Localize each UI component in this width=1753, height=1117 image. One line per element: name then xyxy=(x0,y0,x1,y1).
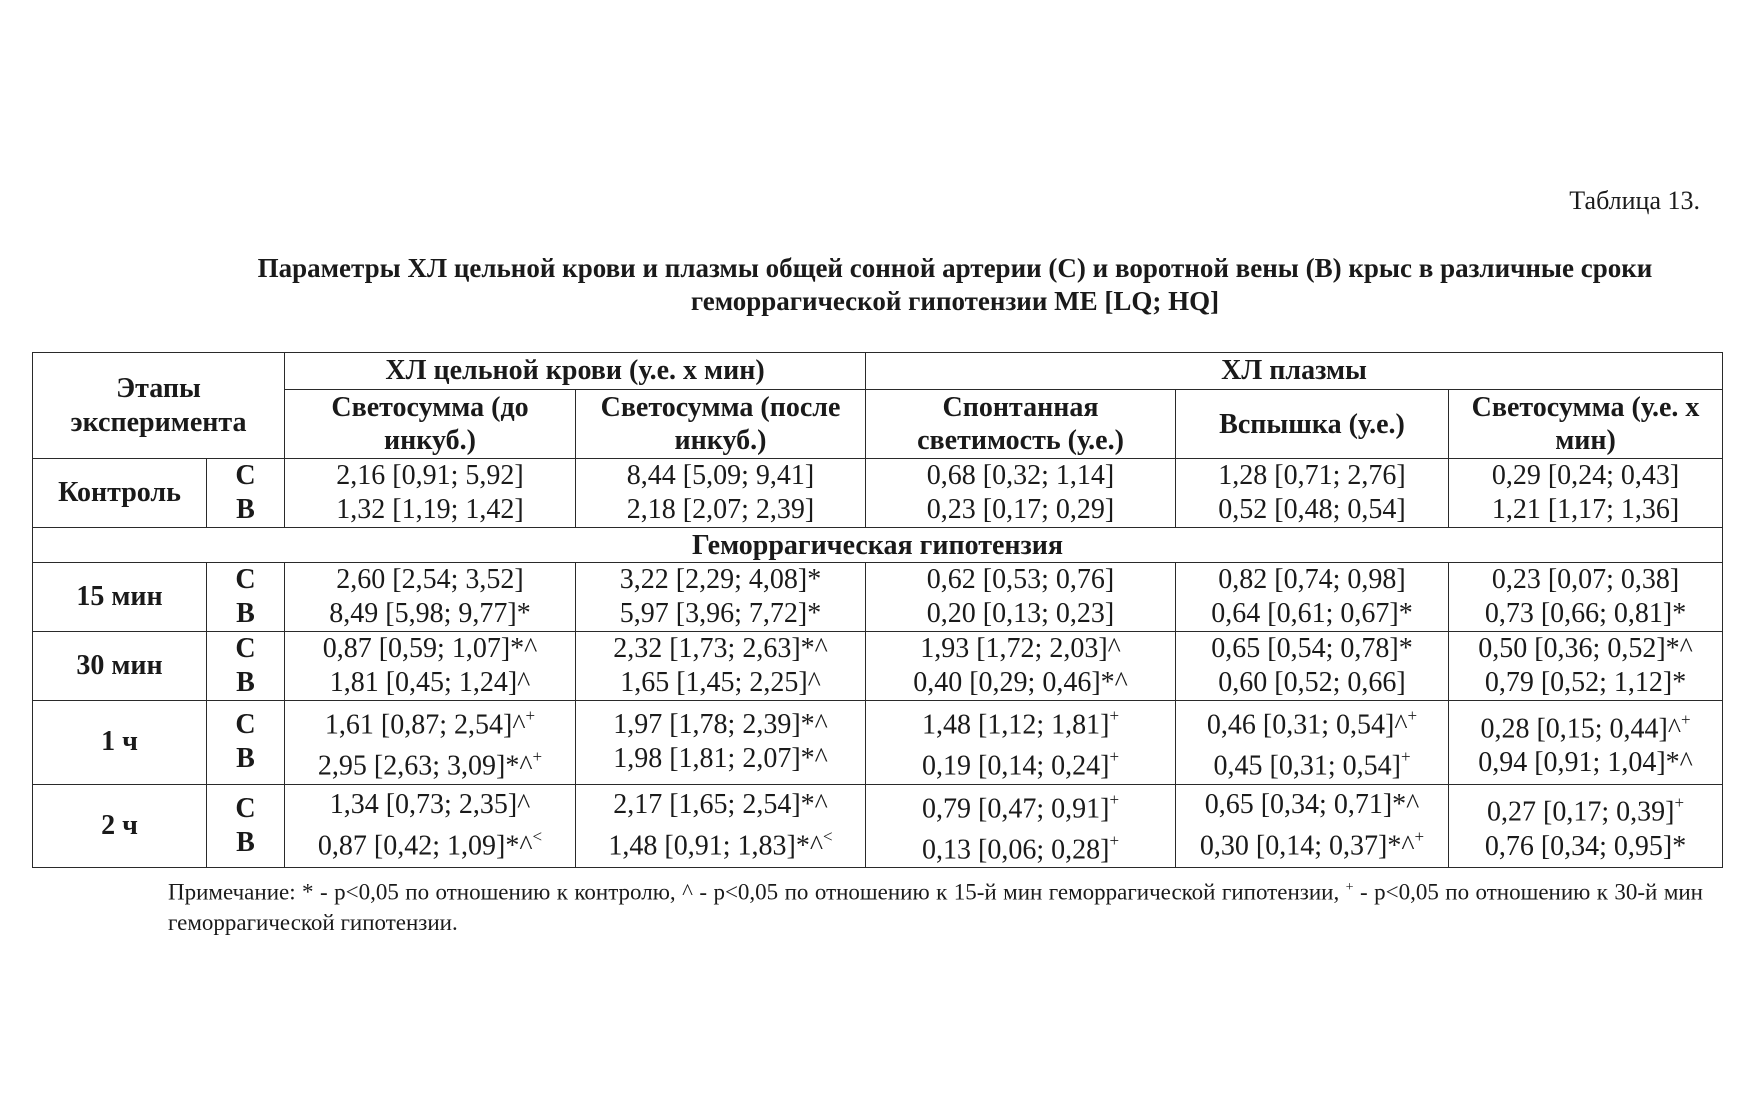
value-cell xyxy=(1176,563,1449,632)
vessel-letter: С xyxy=(235,633,256,664)
value-text: 0,68 [0,32; 1,14] xyxy=(926,460,1115,491)
header-column: Светосумма (у.е. х мин) xyxy=(1449,390,1723,459)
results-table xyxy=(32,352,1723,868)
value-text: 2,18 [2,07; 2,39] xyxy=(626,494,815,525)
artery-value xyxy=(1180,701,1444,742)
artery-value xyxy=(580,632,861,666)
value-text: 0,20 [0,13; 0,23] xyxy=(926,598,1115,629)
header-group-plasma: ХЛ плазмы xyxy=(866,353,1723,390)
value-cell xyxy=(576,784,866,868)
significance-marker: + xyxy=(1414,827,1425,847)
artery-value xyxy=(289,459,571,493)
value-text: 2,16 [0,91; 5,92] xyxy=(336,460,524,491)
vessel-letter: С xyxy=(235,792,256,824)
artery-value xyxy=(289,563,571,597)
value-text: 1,32 [1,19; 1,42] xyxy=(336,494,524,525)
artery-value xyxy=(289,632,571,666)
value-text: 0,52 [0,48; 0,54] xyxy=(1218,494,1406,525)
value-cell xyxy=(1449,784,1723,868)
value-cell xyxy=(866,459,1176,528)
artery-value xyxy=(580,788,861,822)
value-cell xyxy=(1176,784,1449,868)
significance-marker: + xyxy=(1400,747,1411,767)
vein-value xyxy=(580,742,861,776)
value-cell xyxy=(1449,459,1723,528)
value-cell xyxy=(576,459,866,528)
value-text: 0,29 [0,24; 0,43] xyxy=(1491,460,1680,491)
significance-marker: + xyxy=(532,747,543,767)
vein-value xyxy=(1453,746,1718,780)
artery-value xyxy=(580,459,861,493)
value-text: 0,30 [0,14; 0,37]*^ xyxy=(1199,830,1415,862)
value-cell xyxy=(1176,459,1449,528)
vein-value xyxy=(1453,830,1718,864)
significance-marker: + xyxy=(1109,789,1120,809)
value-text: 0,79 [0,47; 0,91] xyxy=(922,792,1110,824)
artery-value xyxy=(1453,632,1718,666)
vein-value xyxy=(1180,742,1444,783)
header-column: Спонтанная светимость (у.е.) xyxy=(866,390,1176,459)
value-cell xyxy=(866,632,1176,701)
artery-value xyxy=(870,632,1171,666)
vein-value xyxy=(1180,597,1444,631)
vein-value xyxy=(870,666,1171,700)
value-cell xyxy=(866,563,1176,632)
header-stages: Этапы эксперимента xyxy=(33,353,285,459)
value-text: 0,87 [0,59; 1,07]*^ xyxy=(322,633,538,664)
value-cell xyxy=(1449,563,1723,632)
value-text: 0,40 [0,29; 0,46]*^ xyxy=(913,667,1128,698)
value-text: 3,22 [2,29; 4,08]* xyxy=(619,564,822,595)
artery-value xyxy=(870,563,1171,597)
value-text: 8,44 [5,09; 9,41] xyxy=(626,460,815,491)
vein-value xyxy=(1180,822,1444,863)
value-text: 0,13 [0,06; 0,28] xyxy=(922,834,1110,866)
value-text: 1,28 [0,71; 2,76] xyxy=(1218,460,1406,491)
value-text: 0,23 [0,07; 0,38] xyxy=(1491,564,1680,595)
artery-value xyxy=(1453,705,1718,746)
vessel-letter: С xyxy=(235,709,256,741)
stage-cell: 2 ч xyxy=(33,784,207,868)
vessel-letter: С xyxy=(235,460,256,491)
significance-marker: + xyxy=(1407,706,1418,725)
vein-value xyxy=(1453,597,1718,631)
significance-marker: < xyxy=(823,827,833,847)
value-text: 0,94 [0,91; 1,04]*^ xyxy=(1478,746,1693,778)
value-text: 0,45 [0,31; 0,54] xyxy=(1213,750,1401,782)
significance-marker: + xyxy=(1681,709,1691,729)
value-text: 0,27 [0,17; 0,39] xyxy=(1487,796,1675,828)
artery-value xyxy=(1180,632,1444,666)
vessel-letter-cell xyxy=(207,632,285,701)
footnote-text: Примечание: * - р<0,05 по отношению к контролю, ^ - р<0,05 по отношению к 15-й мин геморрагической гипотензии, xyxy=(168,879,1346,905)
stage-cell: 15 мин xyxy=(33,563,207,632)
value-text: 1,98 [1,81; 2,07]*^ xyxy=(613,743,828,775)
value-cell xyxy=(1449,632,1723,701)
value-text: 5,97 [3,96; 7,72]* xyxy=(619,598,822,629)
value-text: 1,48 [0,91; 1,83]*^ xyxy=(608,830,823,862)
artery-value xyxy=(1180,788,1444,822)
value-text: 0,65 [0,54; 0,78]* xyxy=(1211,633,1413,664)
value-cell xyxy=(576,701,866,785)
value-cell xyxy=(1176,632,1449,701)
vein-value xyxy=(580,597,861,631)
artery-value xyxy=(1453,788,1718,829)
value-text: 1,93 [1,72; 2,03]^ xyxy=(920,633,1121,664)
value-cell xyxy=(285,459,576,528)
artery-value xyxy=(1180,563,1444,597)
stage-cell: Контроль xyxy=(33,459,207,528)
table-row xyxy=(33,784,1723,868)
significance-marker: + xyxy=(1109,706,1120,725)
value-text: 2,60 [2,54; 3,52] xyxy=(336,564,524,595)
value-text: 0,82 [0,74; 0,98] xyxy=(1218,564,1406,595)
vessel-letter: В xyxy=(236,598,255,629)
value-text: 0,19 [0,14; 0,24] xyxy=(922,750,1110,782)
artery-value xyxy=(1180,459,1444,493)
value-text: 0,64 [0,61; 0,67]* xyxy=(1211,598,1413,629)
significance-marker: + xyxy=(1109,830,1120,850)
table-number-label: Таблица 13. xyxy=(1569,186,1700,215)
value-cell xyxy=(1449,701,1723,785)
vessel-letter: В xyxy=(236,743,255,775)
artery-value xyxy=(870,459,1171,493)
value-text: 0,46 [0,31; 0,54]^ xyxy=(1206,709,1408,741)
significance-marker: < xyxy=(532,827,543,847)
stage-cell: 1 ч xyxy=(33,701,207,785)
vein-value xyxy=(580,822,861,863)
header-column: Светосумма (после инкуб.) xyxy=(576,390,866,459)
value-cell xyxy=(576,632,866,701)
value-text: 0,23 [0,17; 0,29] xyxy=(926,494,1115,525)
table-row xyxy=(33,459,1723,528)
significance-marker: + xyxy=(1109,747,1120,767)
vein-value xyxy=(870,742,1171,783)
vein-value xyxy=(289,493,571,527)
artery-value xyxy=(870,785,1171,826)
value-text: 1,34 [0,73; 2,35]^ xyxy=(329,789,531,821)
artery-value xyxy=(870,701,1171,742)
value-text: 2,95 [2,63; 3,09]*^ xyxy=(317,750,533,782)
vessel-letter-cell xyxy=(207,701,285,785)
vein-value xyxy=(870,826,1171,867)
footnote-text-end: - р<0,05 по отношению к 30-й мин геморрагической гипотензии. xyxy=(168,879,1703,935)
stage-cell: 30 мин xyxy=(33,632,207,701)
value-text: 0,28 [0,15; 0,44]^ xyxy=(1480,712,1682,744)
vessel-letter: В xyxy=(236,826,255,858)
value-text: 1,48 [1,12; 1,81] xyxy=(922,709,1110,741)
value-text: 0,50 [0,36; 0,52]*^ xyxy=(1478,633,1693,664)
value-text: 1,97 [1,78; 2,39]*^ xyxy=(613,709,828,741)
vein-value xyxy=(289,597,571,631)
value-text: 1,81 [0,45; 1,24]^ xyxy=(329,667,531,698)
vessel-letter-cell xyxy=(207,459,285,528)
value-text: 0,60 [0,52; 0,66] xyxy=(1218,667,1406,698)
vein-value xyxy=(1180,666,1444,700)
value-text: 0,62 [0,53; 0,76] xyxy=(926,564,1115,595)
vessel-letter-cell xyxy=(207,563,285,632)
value-text: 2,17 [1,65; 2,54]*^ xyxy=(613,789,828,821)
vein-value xyxy=(289,666,571,700)
value-cell xyxy=(866,784,1176,868)
value-text: 1,61 [0,87; 2,54]^ xyxy=(324,709,526,741)
value-cell xyxy=(285,784,576,868)
vein-value xyxy=(580,666,861,700)
value-text: 0,73 [0,66; 0,81]* xyxy=(1484,598,1687,629)
footnote-marker: + xyxy=(1345,880,1354,895)
table-row xyxy=(33,563,1723,632)
value-text: 0,76 [0,34; 0,95]* xyxy=(1484,830,1687,862)
header-column: Светосумма (до инкуб.) xyxy=(285,390,576,459)
vein-value xyxy=(870,597,1171,631)
value-text: 0,87 [0,42; 1,09]*^ xyxy=(317,830,533,862)
value-cell xyxy=(1176,701,1449,785)
value-cell xyxy=(576,563,866,632)
value-text: 1,21 [1,17; 1,36] xyxy=(1491,494,1680,525)
table-title: Параметры ХЛ цельной крови и плазмы общей сонной артерии (С) и воротной вены (В) крыс в различные сроки геморрагической гипотензии МЕ [LQ; HQ] xyxy=(257,253,1653,316)
header-group-blood: ХЛ цельной крови (у.е. х мин) xyxy=(285,353,866,390)
value-cell xyxy=(866,701,1176,785)
value-text: 2,32 [1,73; 2,63]*^ xyxy=(613,633,828,664)
vein-value xyxy=(1453,493,1718,527)
value-text: 8,49 [5,98; 9,77]* xyxy=(329,598,531,629)
vein-value xyxy=(289,822,571,863)
artery-value xyxy=(1453,459,1718,493)
vein-value xyxy=(870,493,1171,527)
value-cell xyxy=(285,563,576,632)
artery-value xyxy=(580,708,861,742)
artery-value xyxy=(580,563,861,597)
value-text: 1,65 [1,45; 2,25]^ xyxy=(620,667,821,698)
header-column: Вспышка (у.е.) xyxy=(1176,390,1449,459)
footnote xyxy=(168,873,1703,938)
vein-value xyxy=(580,493,861,527)
significance-marker: + xyxy=(1674,793,1685,813)
section-label: Геморрагическая гипотензия xyxy=(33,528,1723,563)
artery-value xyxy=(289,788,571,822)
value-text: 0,79 [0,52; 1,12]* xyxy=(1484,667,1687,698)
table-row xyxy=(33,701,1723,785)
vessel-letter: В xyxy=(236,667,255,698)
vein-value xyxy=(1453,666,1718,700)
value-text: 0,65 [0,34; 0,71]*^ xyxy=(1204,789,1420,821)
artery-value xyxy=(1453,563,1718,597)
vein-value xyxy=(289,742,571,783)
vessel-letter-cell xyxy=(207,784,285,868)
value-cell xyxy=(285,632,576,701)
value-cell xyxy=(285,701,576,785)
vessel-letter: С xyxy=(235,564,256,595)
significance-marker: + xyxy=(525,706,536,725)
vein-value xyxy=(1180,493,1444,527)
table-row xyxy=(33,632,1723,701)
artery-value xyxy=(289,701,571,742)
vessel-letter: В xyxy=(236,494,255,525)
